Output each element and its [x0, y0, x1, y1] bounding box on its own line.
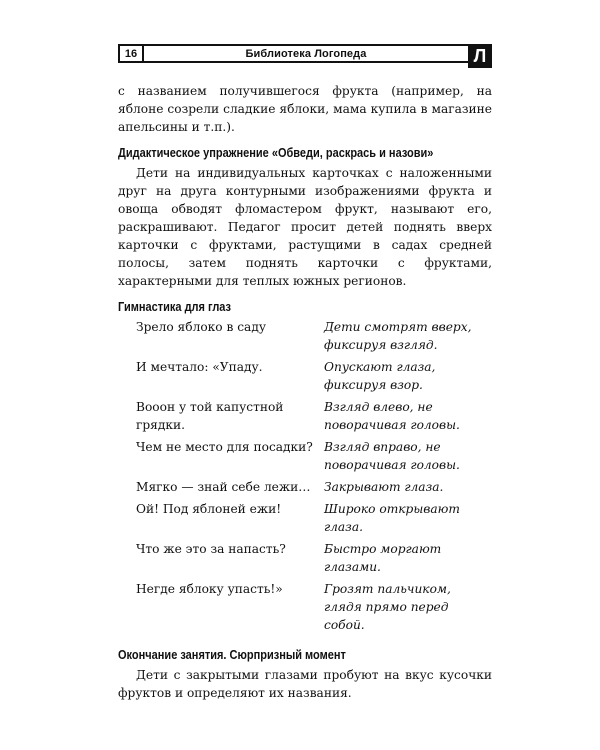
- action-instruction: Широко открывают глаза.: [324, 502, 460, 534]
- action-instruction: Грозят пальчиком, глядя прямо перед собой.: [324, 582, 451, 632]
- intro-paragraph: с названием получившегося фрукта (например, на яблоне созрели сладкие яблоки, мама купила в магазине апельсины и т.п.).: [118, 84, 492, 134]
- action-instruction: Опускают глаза, фиксируя взор.: [324, 360, 436, 392]
- gymnastics-row: [136, 358, 492, 398]
- running-title: Библиотека Логопеда: [245, 47, 367, 60]
- gymnastics-row: [136, 478, 492, 500]
- verse-line: Негде яблоку упасть!»: [136, 582, 283, 596]
- action-instruction: Взгляд вправо, не поворачивая головы.: [324, 440, 460, 472]
- action-instruction: Закрывают глаза.: [324, 480, 444, 494]
- gymnastics-table: [136, 318, 492, 638]
- verse-line: Ой! Под яблоней ежи!: [136, 502, 282, 516]
- action-instruction: Дети смотрят вверх, фиксируя взгляд.: [324, 320, 472, 352]
- action-instruction: Взгляд влево, не поворачивая головы.: [324, 400, 460, 432]
- exercise-paragraph: Дети на индивидуальных карточках с наложенными друг на друга контурными изображениями фрукта и овоща обводят фломастером фрукт, называют его, раскрашивают. Педагог просит детей поднять вверх карточки с фруктами, растущими в садах средней полосы, затем поднять карточки с фруктами, характерными для теплых южных регионов.: [118, 166, 492, 288]
- series-logo: Л: [468, 44, 492, 68]
- ending-paragraph: Дети с закрытыми глазами пробуют на вкус кусочки фруктов и определяют их названия.: [118, 668, 492, 700]
- verse-line: Вооон у той капустной грядки.: [136, 400, 284, 432]
- gymnastics-row: [136, 580, 492, 638]
- exercise-heading: Дидактическое упражнение «Обведи, раскрась и назови»: [118, 146, 434, 160]
- action-instruction: Быстро моргают глазами.: [324, 542, 442, 574]
- gymnastics-heading: Гимнастика для глаз: [118, 300, 232, 314]
- verse-line: Что же это за напасть?: [136, 542, 286, 556]
- gymnastics-row: [136, 398, 492, 438]
- page-content: [118, 82, 492, 702]
- verse-line: Чем не место для посадки?: [136, 440, 313, 454]
- running-header: [118, 44, 492, 66]
- gymnastics-row: [136, 438, 492, 478]
- page-number: 16: [120, 46, 144, 61]
- gymnastics-row: [136, 500, 492, 540]
- verse-line: Зрело яблоко в саду: [136, 320, 266, 334]
- verse-line: И мечтало: «Упаду.: [136, 360, 263, 374]
- gymnastics-row: [136, 540, 492, 580]
- gymnastics-row: [136, 318, 492, 358]
- ending-heading: Окончание занятия. Сюрпризный момент: [118, 648, 346, 662]
- verse-line: Мягко — знай себе лежи…: [136, 480, 311, 494]
